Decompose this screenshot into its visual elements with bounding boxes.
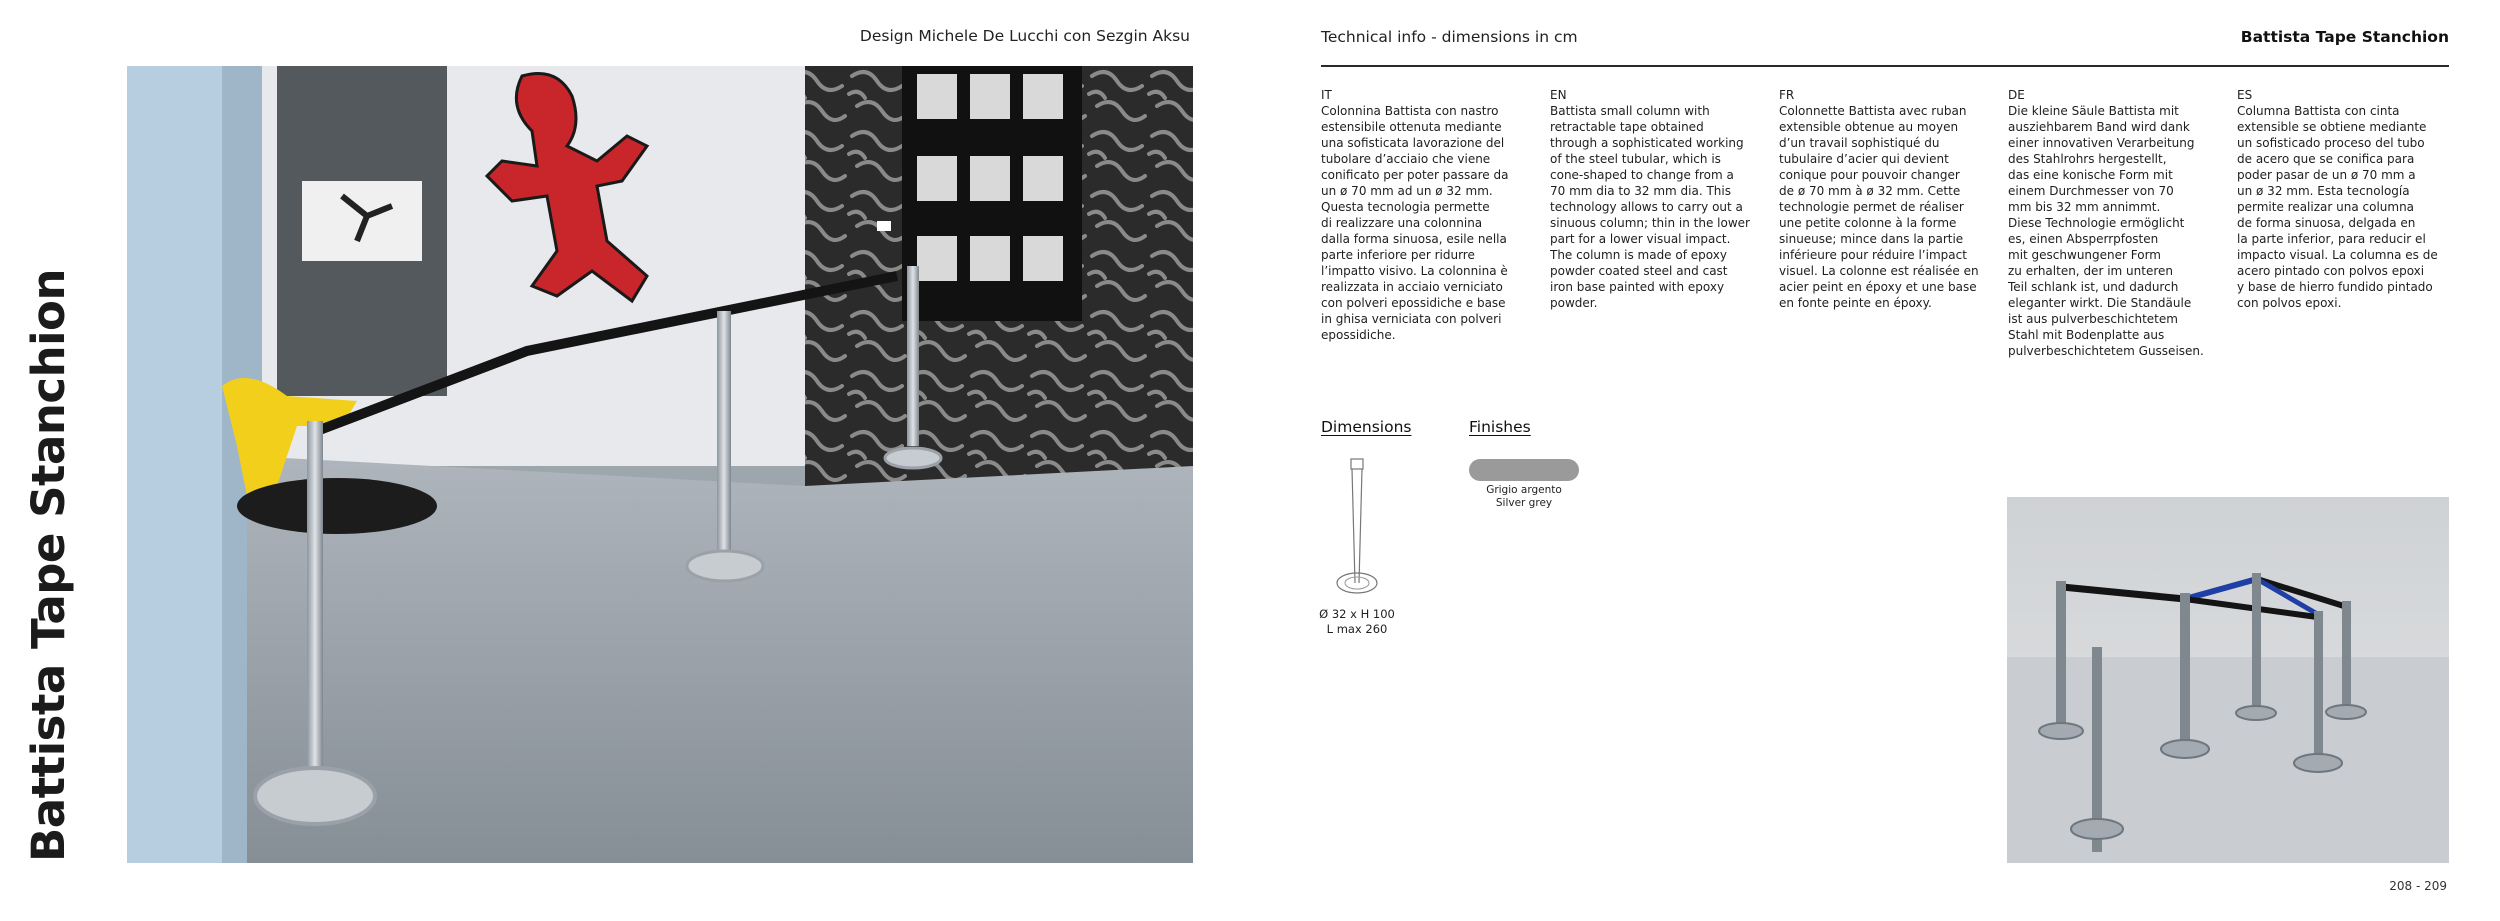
finish-name xyxy=(1469,484,1579,510)
designer-credit: Design Michele De Lucchi con Sezgin Aksu xyxy=(859,27,1190,45)
stanchion-dimension-drawing xyxy=(1327,455,1387,604)
description-spanish xyxy=(2237,87,2451,311)
description-german xyxy=(2008,87,2222,359)
language-code: EN xyxy=(1550,88,1567,102)
language-code: FR xyxy=(1779,88,1795,102)
finish-name-italian: Grigio argento xyxy=(1486,484,1562,496)
description-text: Columna Battista con cinta extensible se obtiene mediante un sofisticado proceso del tubo de acero que se conifica para poder pasar de un ø 70 mm a un ø 32 mm. Esta tecnología permite realizar una columna de forma sinuosa, delgada en la parte inferior, para reducir el impacto visual. La columna es de acero pintado con polvos epoxi y base de hierro fundido pintado con polvos epoxi. xyxy=(2237,104,2438,310)
description-text: Colonnina Battista con nastro estensibile ottenuta mediante una sofisticata lavorazione del tubolare d’acciaio che viene conificato per poter passare da un ø 70 mm ad un ø 32 mm. Questa tecnologia permette di realizzare una colonnina dalla forma sinuosa, esile nella parte inferiore per ridurre l’impatto visivo. La colonnina è realizzata in acciaio verniciato con polveri epossidiche e base in ghisa verniciata con polveri epossidiche. xyxy=(1321,104,1509,342)
product-arrangement-photo xyxy=(2007,497,2449,863)
dimensions-label: Dimensions xyxy=(1321,418,1412,436)
dimension-max-length: L max 260 xyxy=(1326,622,1388,636)
language-code: ES xyxy=(2237,88,2253,102)
description-french xyxy=(1779,87,1993,311)
dimension-diameter-height: Ø 32 x H 100 xyxy=(1319,607,1395,621)
language-code: DE xyxy=(2008,88,2025,102)
description-italian xyxy=(1321,87,1535,343)
technical-info-heading: Technical info - dimensions in cm xyxy=(1321,28,1578,46)
description-text: Battista small column with retractable tape obtained through a sophisticated working of the steel tubular, which is cone-shaped to change from a 70 mm dia to 32 mm dia. This technology allows to carry out a sinuous column; thin in the lower part for a lower visual impact. The column is made of epoxy powder coated steel and cast iron base painted with epoxy powder. xyxy=(1550,104,1750,310)
page-numbers: 208 - 209 xyxy=(2389,879,2447,893)
gallery-installation-photo xyxy=(127,66,1193,863)
description-text: Colonnette Battista avec ruban extensible obtenue au moyen d’un travail sophistiqué du tubulaire d’acier qui devient conique pour pouvoir changer de ø 70 mm à ø 32 mm. Cette technologie permet de réaliser une petite colonne à la forme sinueuse; mince dans la partie inférieure pour réduire l’impact visuel. La colonne est réalisée en acier peint en époxy et une base en fonte peinte en époxy. xyxy=(1779,104,1979,310)
description-text: Die kleine Säule Battista mit ausziehbarem Band wird dank einer innovativen Verarbeitung des Stahlrohrs hergestellt, das eine konische Form mit einem Durchmesser von 70 mm bis 32 mm annimmt. Diese Technologie ermöglicht es, einen Absperrpfosten mit geschwungener Form zu erhalten, der im unteren Teil schlank ist, und dadurch eleganter wirkt. Die Standäule ist aus pulverbeschichtetem Stahl mit Bodenplatte aus pulverbeschichtetem Gusseisen. xyxy=(2008,104,2204,358)
dimension-values xyxy=(1312,607,1402,637)
product-name-heading: Battista Tape Stanchion xyxy=(2240,28,2449,46)
finishes-label: Finishes xyxy=(1469,418,1531,436)
finish-swatch-silver-grey xyxy=(1469,459,1579,481)
description-english xyxy=(1550,87,1764,311)
header-divider xyxy=(1321,65,2449,67)
finish-name-english: Silver grey xyxy=(1495,497,1553,509)
vertical-product-title: Battista Tape Stanchion xyxy=(22,268,75,862)
language-code: IT xyxy=(1321,88,1332,102)
